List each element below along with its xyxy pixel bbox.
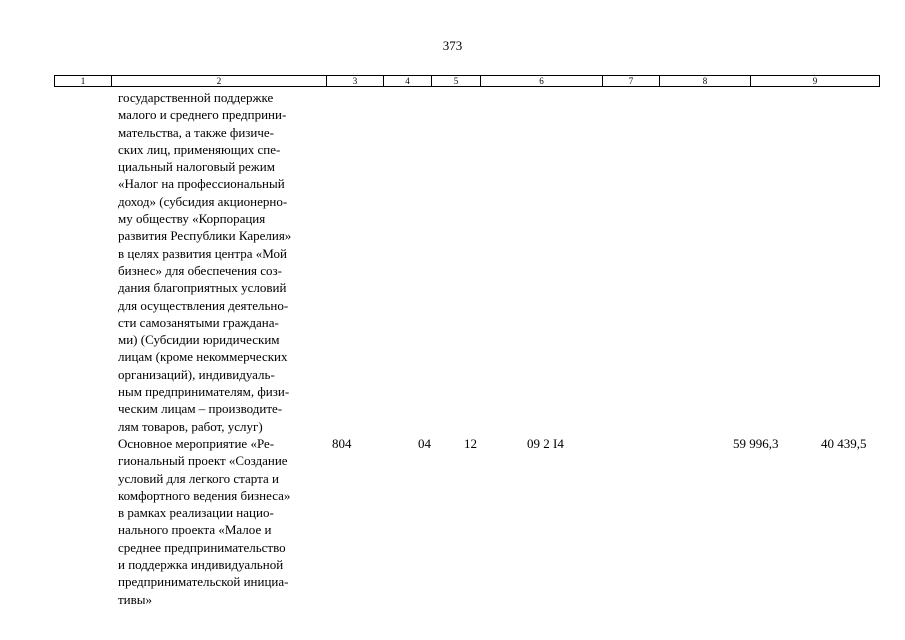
description-line: сти самозанятыми граждана- (118, 314, 279, 330)
description-line: лям товаров, работ, услуг) (118, 418, 263, 434)
description-line: и поддержка индивидуальной (118, 557, 284, 573)
description-line: развития Республики Карелия» (118, 228, 292, 244)
description-line: среднее предпринимательство (118, 539, 286, 555)
description-line: му обществу «Корпорация (118, 211, 266, 227)
description-line: предпринимательской инициа- (118, 574, 289, 590)
description-line: нального проекта «Малое и (118, 522, 272, 538)
description-line: Основное мероприятие «Ре- (118, 436, 275, 451)
row-2-description (118, 435, 332, 608)
column-header-4: 4 (384, 76, 432, 86)
column-header-7: 7 (603, 76, 660, 86)
description-line: для осуществления деятельно- (118, 297, 289, 313)
table-header-row (54, 75, 880, 87)
column-header-8: 8 (660, 76, 751, 86)
description-line: гиональный проект «Создание (118, 453, 288, 469)
description-line: в целях развития центра «Мой (118, 245, 287, 261)
description-line: бизнес» для обеспечения соз- (118, 262, 283, 278)
description-line: мательства, а также физиче- (118, 124, 275, 140)
row-2-target-article-code: 09 2 I4 (527, 436, 564, 451)
description-line: в рамках реализации нацио- (118, 505, 274, 521)
row-2-subsection-code: 12 (464, 436, 477, 451)
description-line: ми) (Субсидии юридическим (118, 332, 280, 348)
description-line: доход» (субсидия акционерно- (118, 193, 288, 209)
description-line: комфортного ведения бизнеса» (118, 487, 291, 503)
description-line: лицам (кроме некоммерческих (118, 349, 288, 365)
column-header-3: 3 (327, 76, 384, 86)
row-2-amount-col-9: 40 439,5 (821, 436, 867, 451)
row-1-description (118, 89, 332, 435)
row-2-section-code: 04 (418, 436, 431, 451)
description-line: тивы» (118, 591, 153, 607)
description-line: ческим лицам – производите- (118, 401, 283, 417)
description-line: ным предпринимателям, физи- (118, 384, 290, 400)
description-line: «Налог на профессиональный (118, 176, 285, 192)
column-header-5: 5 (432, 76, 481, 86)
description-line: циальный налоговый режим (118, 159, 275, 175)
row-2-amount-col-8: 59 996,3 (733, 436, 779, 451)
column-header-6: 6 (481, 76, 603, 86)
column-header-1: 1 (55, 76, 112, 86)
description-line: государственной поддержке (118, 90, 274, 105)
row-2-ved-code: 804 (332, 436, 352, 451)
description-line: условий для легкого старта и (118, 470, 279, 486)
description-line: малого и среднего предприни- (118, 107, 287, 123)
column-header-9: 9 (812, 76, 818, 86)
column-header-2: 2 (112, 76, 327, 86)
description-line: организаций), индивидуаль- (118, 366, 275, 382)
description-line: ских лиц, применяющих спе- (118, 141, 281, 157)
description-line: дания благоприятных условий (118, 280, 287, 296)
page-number: 373 (442, 38, 463, 53)
